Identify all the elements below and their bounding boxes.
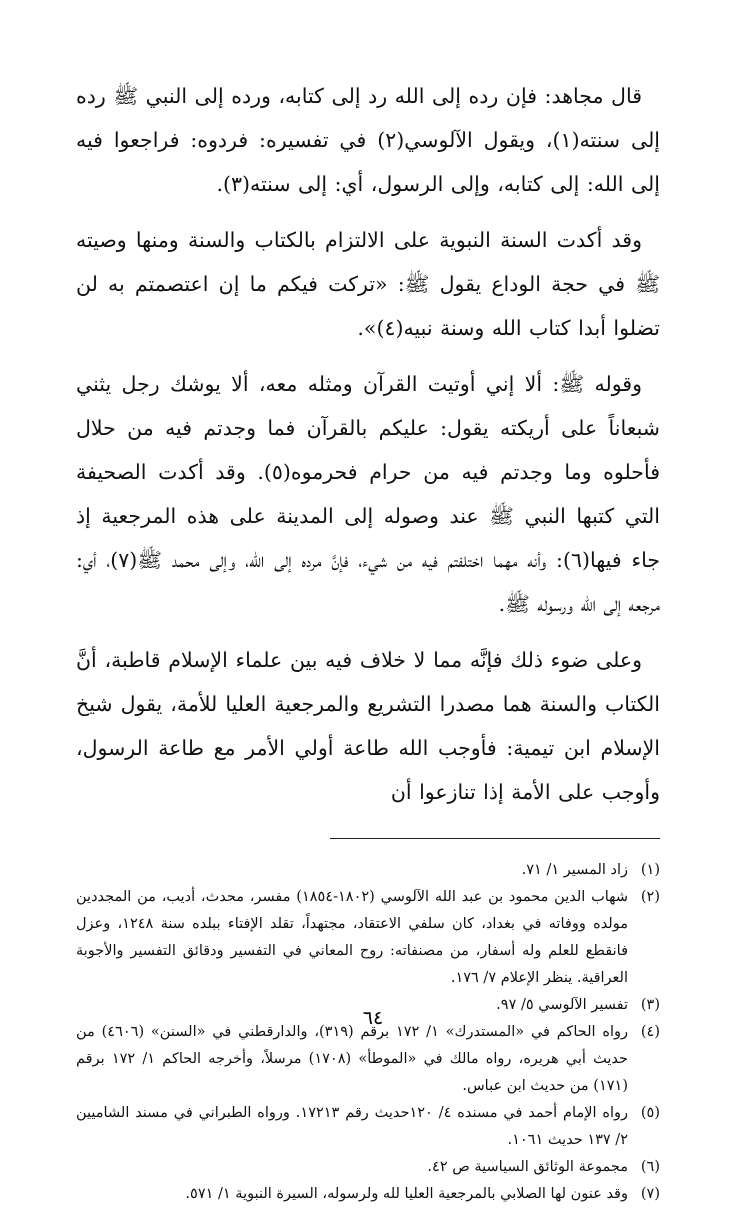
- footnote-7: [76, 1181, 660, 1208]
- page-number: ٦٤: [362, 1008, 384, 1029]
- paragraph-4: وعلى ضوء ذلك فإنَّه مما لا خلاف فيه بين علماء الإسلام قاطبة، أنَّ الكتاب والسنة هما مصدرا التشريع والمرجعية العليا للأمة، يقول شيخ الإسلام ابن تيمية: فأوجب الله طاعة أولي الأمر مع طاعة الرسول، وأوجب على الأمة إذا تنازعوا أن: [76, 648, 660, 804]
- footnote-number: (١): [640, 862, 660, 878]
- footnote-1: [76, 857, 660, 884]
- footnote-text: تفسير الآلوسي ٥/ ٩٧.: [496, 997, 628, 1013]
- footnote-divider: [330, 838, 660, 839]
- paragraph-2: وقد أكدت السنة النبوية على الالتزام بالكتاب والسنة ومنها وصيته ﷺ في حجة الوداع يقول ﷺ: «تركت فيكم ما إن اعتصمتم به لن تضلوا أبدا كتاب الله وسنة نبيه(٤)».: [76, 228, 660, 340]
- footnote-6: [76, 1154, 660, 1181]
- footnote-number: (٥): [640, 1105, 660, 1121]
- footnote-4: [76, 1019, 660, 1100]
- paragraph-3: وقوله ﷺ: ألا إني أوتيت القرآن ومثله معه، ألا يوشك رجل يثني شبعاناً على أريكته يقول: عليكم بالقرآن فما وجدتم فيه من حلال فأحلوه وما وجدتم فيه من حرام فحرموه(٥). وقد أكدت الصحيفة التي كتبها النبي ﷺ عند وصوله إلى المدينة على هذه المرجعية إذ جاء فيها(٦): وأنه مهما اختلفتم فيه من شيء، فإنَّ مرده إلى الله، وإلى محمد ﷺ(٧)، أي: مرجعه إلى الله ورسوله ﷺ.: [76, 372, 660, 616]
- footnote-text: وقد عنون لها الصلابي بالمرجعية العليا لله ولرسوله، السيرة النبوية ١/ ٥٧١.: [185, 1186, 628, 1202]
- footnote-number: (٣): [640, 997, 660, 1013]
- footnote-text: شهاب الدين محمود بن عبد الله الآلوسي (١٨٠٢-١٨٥٤) مفسر، محدث، أديب، من المجددين مولده ووفاته في بغداد، كان سلفي الاعتقاد، مجتهداً، تقلد الإفتاء ببلده سنة ١٢٤٨، وعزل فانقطع للعلم وله أسفار، من مصنفاته: روح المعاني في التفسير ودقائق التفسير والأجوبة العراقية. ينظر الإعلام ٧/ ١٧٦.: [76, 889, 628, 986]
- footnote-text: رواه الإمام أحمد في مسنده ٤/ ١٢٠حديث رقم ١٧٢١٣. ورواه الطبراني في مسند الشاميين ٢/ ١٣٧ حديث ١٠٦١.: [76, 1105, 628, 1148]
- footnote-text: مجموعة الوثائق السياسية ص ٤٢.: [427, 1159, 628, 1175]
- footnote-2: [76, 884, 660, 992]
- paragraph-1: قال مجاهد: فإن رده إلى الله رد إلى كتابه، ورده إلى النبي ﷺ رده إلى سنته(١)، ويقول الآلوسي(٢) في تفسيره: فردوه: فراجعوا فيه إلى الله: إلى كتابه، وإلى الرسول، أي: إلى سنته(٣).: [76, 84, 661, 196]
- footnote-number: (٤): [640, 1024, 660, 1040]
- footnote-text: زاد المسير ١/ ٧١.: [521, 862, 628, 878]
- main-text: [76, 74, 660, 814]
- footnote-number: (٢): [640, 889, 660, 905]
- footnotes: [76, 857, 660, 1208]
- footnote-number: (٦): [640, 1159, 660, 1175]
- footnote-5: [76, 1100, 660, 1154]
- footnote-text: رواه الحاكم في «المستدرك» ١/ ١٧٢ برقم (٣١٩)، والدارقطني في «السنن» (٤٦٠٦) من حديث أبي هريره، رواه مالك في «الموطأ» (١٧٠٨) مرسلاً، وأخرجه الحاكم ١/ ١٧٢ برقم (١٧١) من حديث ابن عباس.: [76, 1024, 629, 1094]
- footnote-number: (٧): [640, 1186, 660, 1202]
